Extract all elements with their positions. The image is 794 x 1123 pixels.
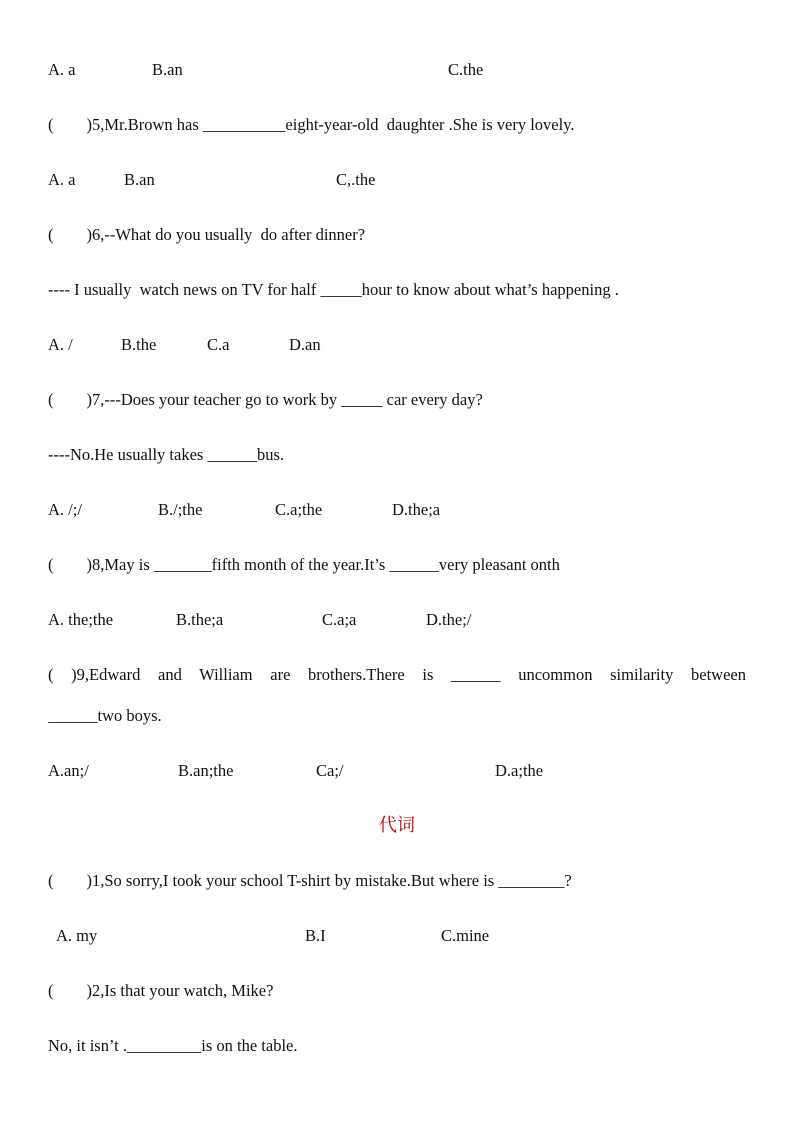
option-d: D.a;the	[495, 761, 544, 780]
option-b: B.the	[121, 335, 157, 354]
option-a: A.an;/	[48, 761, 89, 780]
option-d: D.the;a	[392, 500, 441, 519]
option-b: B.the;a	[176, 610, 224, 629]
option-c: C.mine	[441, 926, 490, 945]
option-c: C,.the	[336, 170, 376, 189]
question-9-continued: ______two boys.	[48, 706, 162, 725]
pronoun-question-1: ( )1,So sorry,I took your school T-shirt by mistake.But where is ________?	[48, 871, 572, 890]
option-b: B.an	[124, 170, 155, 189]
option-b: B.an;the	[178, 761, 234, 780]
section-heading: 代词	[379, 815, 415, 836]
pronoun-question-2-reply: No, it isn’t ._________is on the table.	[48, 1036, 298, 1055]
option-a: A. the;the	[48, 610, 114, 629]
option-c: C.a;a	[322, 610, 357, 629]
option-c: C.the	[448, 60, 484, 79]
option-c: C.a	[207, 335, 230, 354]
option-a: A. a	[48, 60, 76, 79]
option-c: Ca;/	[316, 761, 344, 780]
pronoun-question-2: ( )2,Is that your watch, Mike?	[48, 981, 274, 1000]
question-7: ( )7,---Does your teacher go to work by _____ car every day?	[48, 390, 483, 409]
option-d: D.the;/	[426, 610, 472, 629]
question-6: ( )6,--What do you usually do after dinner?	[48, 225, 366, 244]
question-9: ( )9,Edward and William are brothers.There is ______ uncommon similarity between	[48, 665, 746, 684]
option-d: D.an	[289, 335, 321, 354]
option-b: B.I	[305, 926, 326, 945]
question-7-reply: ----No.He usually takes ______bus.	[48, 445, 284, 464]
option-a: A. /;/	[48, 500, 82, 519]
question-6-reply: ---- I usually watch news on TV for half _____hour to know about what’s happening .	[48, 280, 619, 299]
option-b: B./;the	[158, 500, 203, 519]
option-c: C.a;the	[275, 500, 323, 519]
option-b: B.an	[152, 60, 183, 79]
question-5: ( )5,Mr.Brown has __________eight-year-old daughter .She is very lovely.	[48, 115, 575, 134]
option-a: A. my	[56, 926, 98, 945]
option-a: A. a	[48, 170, 76, 189]
question-8: ( )8,May is _______fifth month of the year.It’s ______very pleasant onth	[48, 555, 560, 574]
option-a: A. /	[48, 335, 73, 354]
